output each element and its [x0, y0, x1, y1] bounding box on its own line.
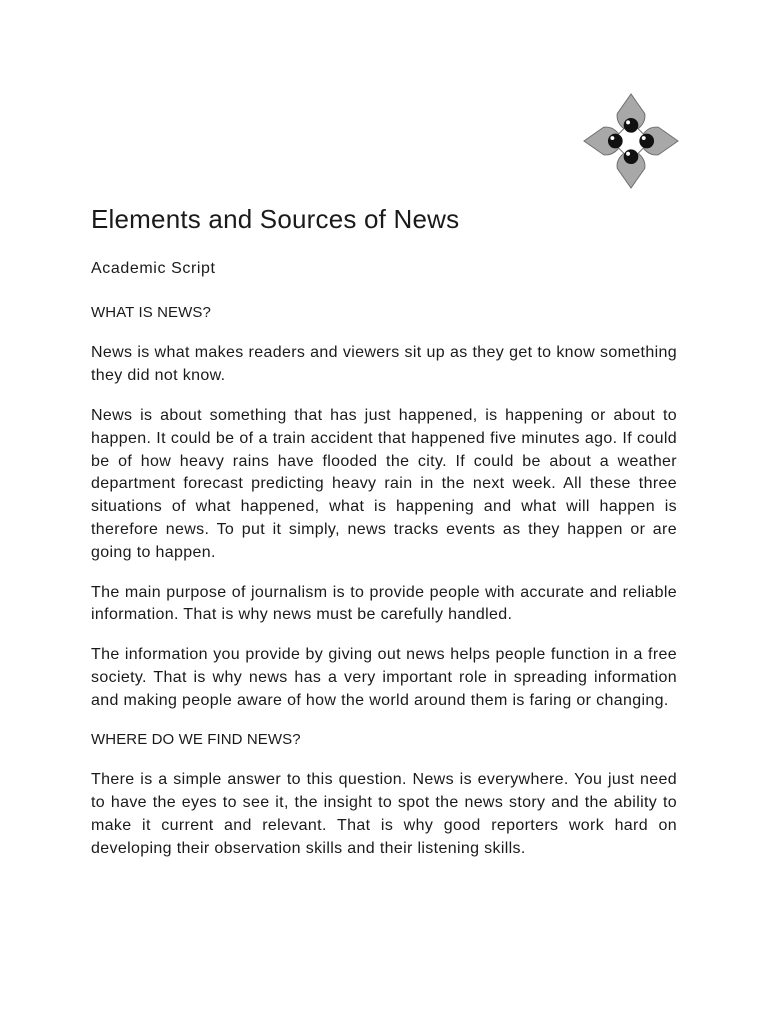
section-heading: WHAT IS NEWS? — [91, 303, 211, 321]
paragraph: News is what makes readers and viewers sit up as they get to know something they did not know. — [91, 344, 677, 385]
logo-dot-top — [624, 118, 639, 133]
document-subtitle: Academic Script — [91, 260, 216, 278]
paragraph: The main purpose of journalism is to provide people with accurate and reliable information. That is why news must be carefully handled. — [91, 583, 677, 624]
logo-dot-right — [639, 134, 654, 149]
logo-dot-left — [608, 134, 623, 149]
logo-dot-bottom — [624, 149, 639, 164]
paragraph: The information you provide by giving out news helps people function in a free society. That is why news has a very important role in spreading information and making people aware of how the world around them is faring or changing. — [91, 646, 677, 709]
section-where-do-we-find-news — [91, 730, 677, 861]
page-title: Elements and Sources of News — [91, 204, 460, 234]
document-body — [91, 204, 677, 877]
section-what-is-news — [91, 303, 677, 713]
section-heading: WHERE DO WE FIND NEWS? — [91, 730, 301, 748]
flower-emblem-icon — [582, 92, 680, 190]
paragraph: News is about something that has just happened, is happening or about to happen. It could be of a train accident that happened five minutes ago. If could be of how heavy rains have flooded the city. If could be about a weather department forecast predicting heavy rain in the next week. All these three situations of what happened, what is happening and what will happen is therefore news. To put it simply, news tracks events as they happen or are going to happen. — [91, 407, 677, 561]
paragraph: There is a simple answer to this question. News is everywhere. You just need to have the eyes to see it, the insight to spot the news story and the ability to make it current and relevant. That is why good reporters work hard on developing their observation skills and their listening skills. — [91, 771, 677, 857]
